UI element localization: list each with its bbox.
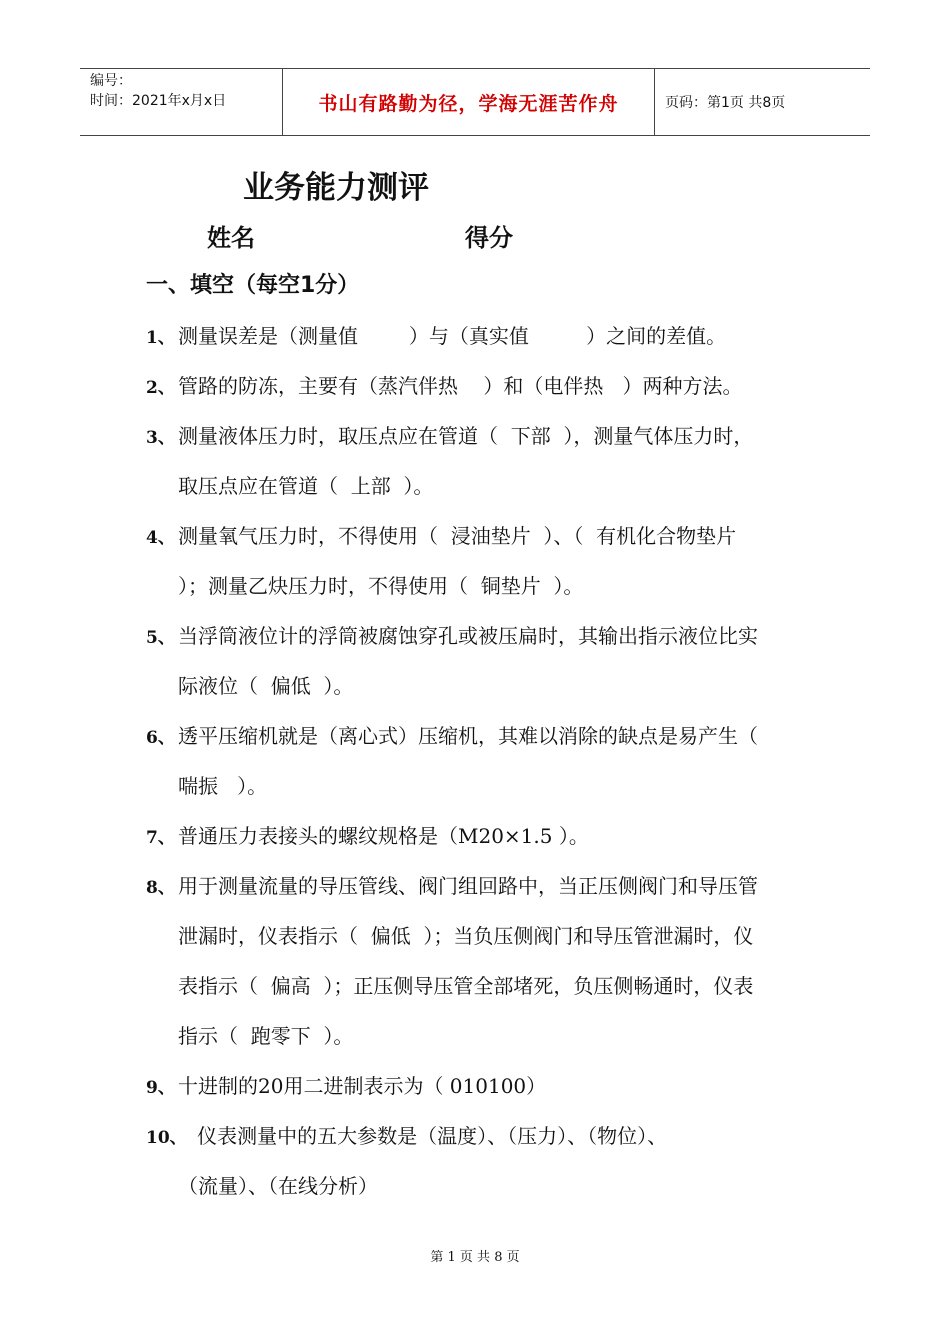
question-text-line: 普通压力表接头的螺纹规格是（M20×1.5 ）。: [178, 824, 589, 848]
score-label: 得分: [465, 224, 513, 252]
question-number: 7、: [146, 828, 175, 848]
question-number: 10、: [146, 1128, 187, 1148]
name-score-row: [0, 218, 950, 250]
page-header: [80, 68, 870, 136]
question-text-line: 当浮筒液位计的浮筒被腐蚀穿孔或被压扁时，其输出指示液位比实: [178, 624, 758, 648]
document-title: 业务能力测评: [243, 170, 429, 206]
question-text-line: 指示（ 跑零下 ）。: [178, 1024, 354, 1048]
question-text-line: 管路的防冻，主要有（蒸汽伴热 ）和（电伴热 ）两种方法。: [178, 374, 743, 398]
question-text-line: （流量）、（在线分析）: [178, 1174, 378, 1198]
question-number: 9、: [146, 1078, 175, 1098]
question-text-line: 透平压缩机就是（离心式）压缩机，其难以消除的缺点是易产生（: [178, 724, 758, 748]
question-text-line: 泄漏时，仪表指示（ 偏低 ）；当负压侧阀门和导压管泄漏时，仪: [178, 924, 754, 948]
question-text-line: ）；测量乙炔压力时，不得使用（ 铜垫片 ）。: [178, 574, 584, 598]
question-text-line: 取压点应在管道（ 上部 ）。: [178, 474, 434, 498]
motto: 书山有路勤为径，学海无涯苦作舟: [282, 69, 655, 135]
name-label: 姓名: [207, 224, 255, 252]
question-number: 1、: [146, 328, 175, 348]
time-label: 时间：2021年x月x日: [90, 93, 227, 109]
section-heading: 一、填空（每空1分）: [146, 273, 360, 298]
question-number: 6、: [146, 728, 175, 748]
question-number: 4、: [146, 528, 175, 548]
question-text-line: 测量氧气压力时，不得使用（ 浸油垫片 ）、（ 有机化合物垫片: [178, 524, 737, 548]
question-number: 5、: [146, 628, 175, 648]
header-meta: [80, 69, 282, 135]
question-text-line: 十进制的20用二进制表示为（ 010100）: [178, 1074, 547, 1098]
question-text-line: 仪表测量中的五大参数是（温度）、（压力）、（物位）、: [178, 1124, 668, 1148]
question-text-line: 用于测量流量的导压管线、阀门组回路中，当正压侧阀门和导压管: [178, 874, 758, 898]
question-text-line: 喘振 ）。: [178, 774, 268, 798]
question-number: 8、: [146, 878, 175, 898]
question-text-line: 测量误差是（测量值 ）与（真实值 ）之间的差值。: [178, 324, 727, 348]
question-number: 3、: [146, 428, 175, 448]
page-footer: 第 1 页 共 8 页: [430, 1250, 520, 1265]
number-label: 编号：: [90, 73, 132, 89]
question-text-line: 测量液体压力时，取压点应在管道（ 下部 ），测量气体压力时，: [178, 424, 754, 448]
question-number: 2、: [146, 378, 175, 398]
question-text-line: 表指示（ 偏高 ）；正压侧导压管全部堵死，负压侧畅通时，仪表: [178, 974, 754, 998]
page-info: 页码：第1页 共8页: [665, 95, 786, 111]
question-text-line: 际液位（ 偏低 ）。: [178, 674, 354, 698]
